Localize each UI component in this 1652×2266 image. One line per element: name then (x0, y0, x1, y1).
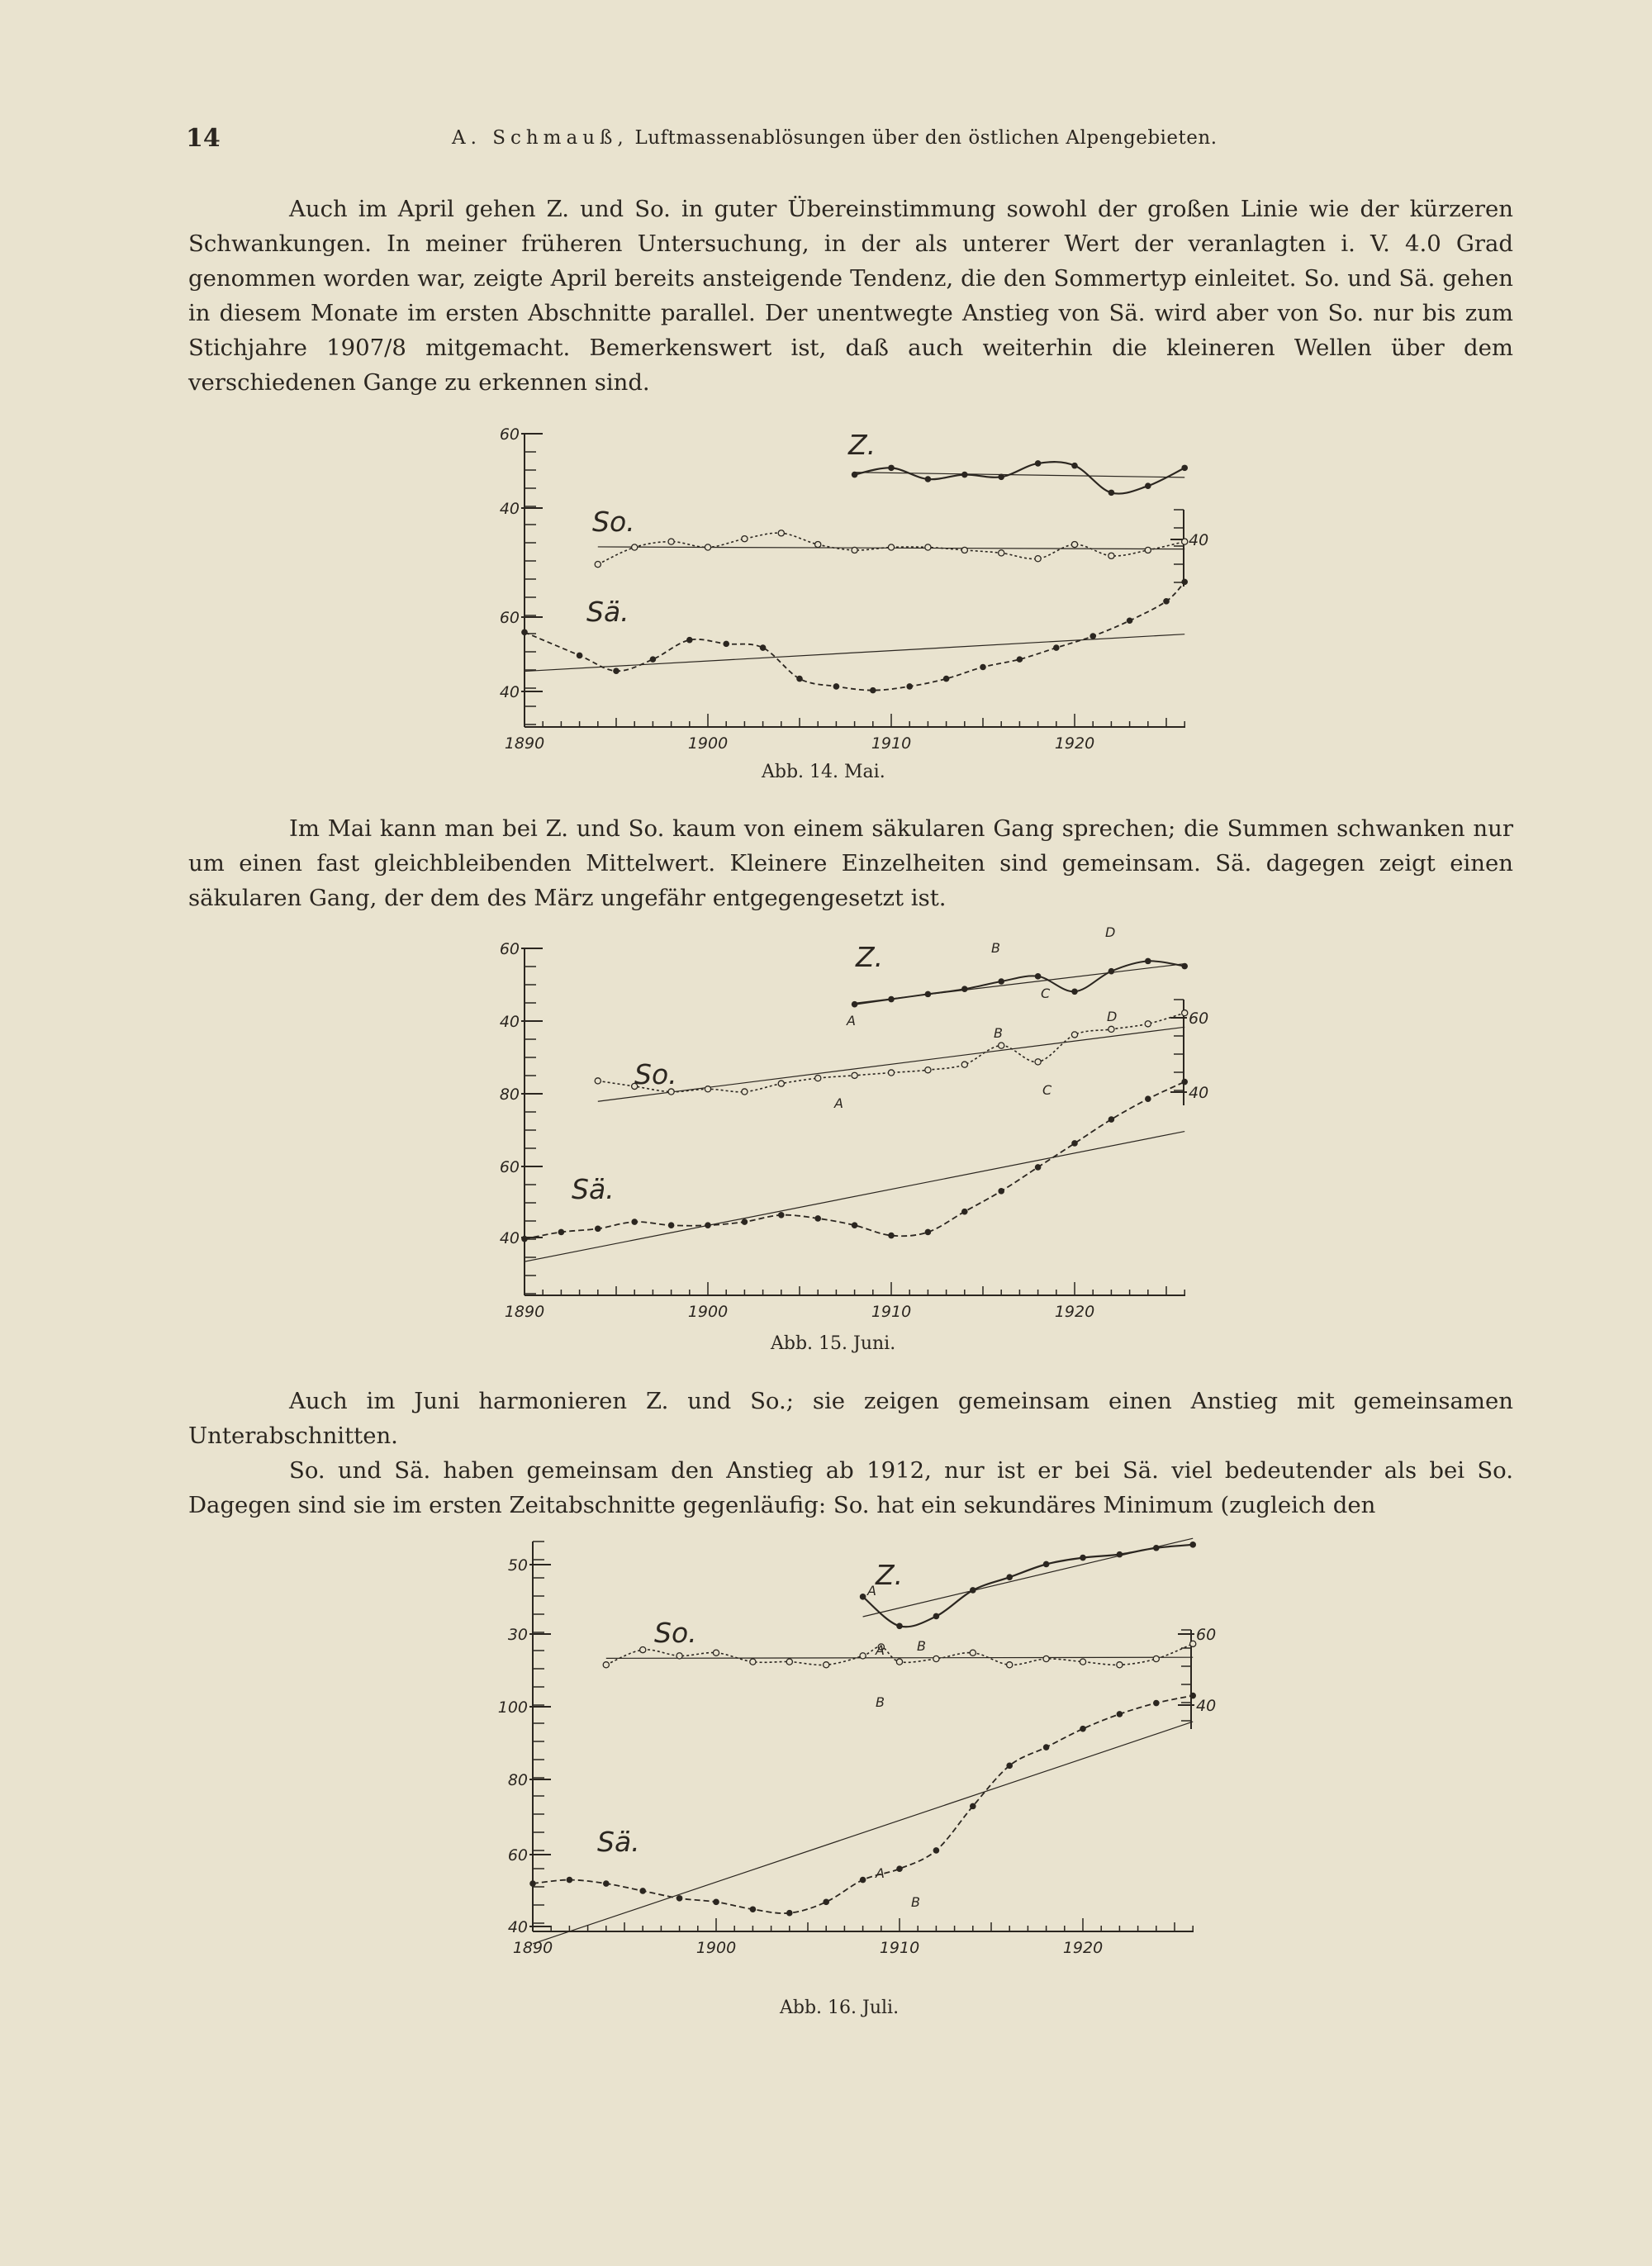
fig15-right-tick-label: 60 (1189, 1009, 1209, 1028)
fig15-series-so-point (595, 1078, 601, 1084)
fig16-series-z-label: Z. (876, 1559, 904, 1591)
fig14-series-z-point (1071, 463, 1078, 469)
author-name: A. Schmauß, (452, 127, 629, 149)
paragraph-so-sae: So. und Sä. haben gemeinsam den Anstieg ab 1912, nur ist er bei Sä. viel bedeutender als bei So. Dagegen sind sie im ersten Zeitabschnitte gegenläufig: So. hat ein sekundäres Minimum (zugleich den (188, 1457, 1513, 1518)
fig15-series-sae-point (778, 1212, 785, 1219)
fig14-series-sae-trend-line (525, 634, 1184, 672)
fig15-series-so-point (742, 1089, 748, 1095)
fig16-series-z-point (1043, 1561, 1050, 1568)
fig16-series-sae-point (970, 1803, 976, 1810)
fig14-series-z-label: Z. (848, 429, 876, 461)
fig15-point-letter-A: A (847, 1013, 856, 1028)
fig14-series-so-label: So. (592, 506, 635, 538)
fig16-series-sae-point (896, 1865, 903, 1872)
fig15-left-tick-label: 40 (499, 1013, 520, 1031)
fig15-series-z-point (998, 978, 1004, 985)
fig15-series-z-label: Z. (856, 941, 884, 973)
fig16-series-z-point (1006, 1574, 1013, 1580)
fig15-series-so-curve (598, 1013, 1184, 1092)
fig15-series-sae-point (595, 1226, 601, 1233)
fig15-series-z-point (1035, 973, 1042, 980)
fig14-series-so-point (1145, 547, 1151, 553)
fig14-series-z-curve (855, 462, 1185, 493)
fig14-series-sae-point (796, 676, 803, 682)
fig14-series-z-point (961, 472, 968, 478)
fig16-series-sae-point (603, 1880, 610, 1887)
fig15-series-z-point (925, 991, 932, 998)
fig14-series-so-point (1108, 553, 1114, 558)
fig15-series-z-point (1181, 963, 1188, 970)
fig16-series-sae-point (676, 1895, 683, 1902)
fig14-series-so-point (742, 536, 748, 542)
page-header (186, 124, 1251, 157)
article-title: Luftmassenablösungen über den östlichen Alpengebieten. (634, 127, 1218, 149)
fig16-series-sae-point (1153, 1700, 1160, 1707)
fig14-series-so-point (961, 547, 967, 553)
fig15-series-so-point (1182, 1010, 1188, 1016)
fig16-series-z-trend-line (863, 1538, 1194, 1617)
fig14-series-sae-point (870, 687, 876, 694)
fig14-series-sae-point (577, 653, 583, 659)
fig15-series-so-point (999, 1043, 1004, 1048)
fig15-series-sae-trend-line (525, 1132, 1184, 1262)
fig14-year-label-1910: 1910 (871, 734, 912, 753)
paragraph-april: Auch im April gehen Z. und So. in guter Übereinstimmung sowohl der großen Linie wie der kürzeren Schwankungen. In meiner früheren Untersuchung, in der als unterer Wert der veranlagten i. V. 4.0 Grad genommen worden war, zeigte April bereits ansteigende Tendenz, die den Sommertyp einleitet. So. und Sä. gehen in diesem Monate im ersten Abschnitte parallel. Der unentwegte Anstieg von Sä. wird aber von So. nur bis zum Stichjahre 1907/8 mitgemacht. Bemerkenswert ist, daß auch weiterhin die kleineren Wellen über dem verschiedenen Gange zu erkennen sind. (188, 196, 1513, 396)
fig16-right-tick-label: 60 (1196, 1626, 1217, 1644)
fig16-series-so-point (1043, 1656, 1049, 1661)
fig16-series-so-point (713, 1650, 719, 1656)
fig15-left-tick-label: 60 (499, 1158, 520, 1176)
fig14-year-label-1890: 1890 (504, 734, 545, 753)
fig14-series-sae-point (613, 667, 620, 674)
fig14-series-sae-point (1127, 617, 1133, 624)
fig16-series-z-curve (863, 1545, 1194, 1627)
fig15-series-so-point (961, 1062, 967, 1067)
fig14-series-sae-point (980, 664, 986, 671)
fig14-series-z-point (998, 473, 1004, 480)
fig15-series-z-point (852, 1001, 858, 1008)
fig15-year-label-1900: 1900 (687, 1303, 729, 1321)
fig16-left-tick-label: 40 (507, 1918, 528, 1936)
fig16-series-z-point (860, 1594, 866, 1600)
fig16-point-letter-B: B (917, 1638, 926, 1654)
fig15-series-sae-point (558, 1229, 565, 1236)
fig16-series-so-point (824, 1662, 829, 1668)
fig14-series-so-point (888, 544, 894, 550)
fig15-series-sae-point (668, 1222, 675, 1228)
fig15-series-z-trend-line (855, 964, 1185, 1004)
fig16-series-so-point (933, 1656, 939, 1661)
fig16-series-sae-point (1117, 1711, 1123, 1717)
fig15-series-sae-point (1108, 1116, 1115, 1123)
caption-abb-15: Abb. 15. Juni. (771, 1333, 896, 1354)
fig14-series-z-point (1035, 460, 1042, 467)
fig15-left-tick-label: 60 (499, 940, 520, 958)
fig14-series-so-point (999, 550, 1004, 556)
fig16-point-letter-A: A (876, 1865, 885, 1881)
fig16-series-so-point (896, 1659, 902, 1665)
fig15-point-letter-D: D (1107, 1009, 1118, 1024)
fig16-series-sae-point (823, 1899, 829, 1906)
fig16-left-tick-label: 60 (507, 1846, 528, 1865)
fig15-series-sae-point (1071, 1140, 1078, 1147)
fig16-left-tick-label: 30 (507, 1626, 528, 1644)
paragraph-mai: Im Mai kann man bei Z. und So. kaum von einem säkularen Gang sprechen; die Summen schwanken nur um einen fast gleichbleibenden Mittelwert. Kleinere Einzelheiten sind gemeinsam. Sä. dagegen zeigt einen säkularen Gang, der dem des März ungefähr entgegengesetzt ist. (188, 815, 1513, 911)
fig14-left-tick-label: 40 (499, 500, 520, 518)
fig14-series-z-point (925, 476, 932, 482)
fig14-series-z-point (888, 465, 895, 472)
fig15-series-so-point (815, 1076, 821, 1081)
fig14-series-sae-point (906, 683, 913, 690)
fig15-series-so-point (1035, 1059, 1041, 1065)
fig15-series-so-trend-line (598, 1027, 1184, 1101)
fig16-series-so-trend-line (606, 1657, 1193, 1658)
fig16-left-tick-label: 100 (497, 1698, 528, 1717)
fig15-point-letter-A: A (834, 1095, 843, 1111)
fig16-series-sae-point (567, 1877, 573, 1884)
fig14-series-z-point (852, 472, 858, 478)
fig15-series-z-point (1145, 958, 1151, 965)
fig16-series-so-point (1007, 1662, 1013, 1668)
fig14-series-sae-point (1053, 644, 1060, 651)
fig15-series-so-label: So. (634, 1058, 677, 1090)
fig15-series-sae-point (1181, 1079, 1188, 1085)
fig15-series-z-point (961, 986, 968, 992)
fig14-series-so-point (778, 530, 784, 536)
fig15-series-so-point (1108, 1026, 1114, 1032)
fig15-series-sae-label: Sä. (572, 1173, 615, 1205)
fig14-series-so-point (1182, 539, 1188, 544)
fig15-right-tick-label: 40 (1189, 1084, 1209, 1102)
fig16-series-sae-point (1006, 1763, 1013, 1770)
fig15-point-letter-D: D (1105, 924, 1116, 940)
caption-abb-14: Abb. 14. Mai. (762, 762, 885, 782)
fig16-series-so-point (1117, 1662, 1123, 1668)
fig16-series-z-point (970, 1587, 976, 1594)
fig15-point-letter-B: B (994, 1025, 1003, 1041)
fig15-series-z-point (1071, 989, 1078, 995)
fig14-series-so-point (668, 539, 674, 544)
fig16-year-label-1900: 1900 (695, 1939, 737, 1957)
fig16-series-sae-point (1043, 1744, 1050, 1751)
fig14-series-so-point (595, 562, 601, 568)
fig14-series-sae-point (833, 683, 840, 690)
fig16-series-so-point (786, 1659, 792, 1665)
fig15-series-so-point (778, 1081, 784, 1086)
fig15-series-sae-point (925, 1229, 932, 1236)
fig15-series-sae-point (521, 1236, 528, 1242)
fig15-point-letter-C: C (1042, 1082, 1052, 1098)
fig14-series-sae-point (760, 644, 767, 651)
fig14-year-label-1920: 1920 (1054, 734, 1095, 753)
fig14-series-so-point (632, 544, 638, 550)
fig14-series-so-point (1071, 541, 1077, 547)
fig14-series-sae-point (1017, 656, 1023, 663)
fig15-series-sae-point (1145, 1095, 1151, 1102)
fig16-series-sae-point (750, 1906, 757, 1912)
fig16-point-letter-B: B (876, 1694, 885, 1710)
fig15-series-sae-point (961, 1209, 968, 1215)
fig16-series-so-point (750, 1659, 756, 1665)
fig16-year-label-1890: 1890 (512, 1939, 553, 1957)
fig14-series-sae-point (1089, 633, 1096, 639)
fig14-series-so-point (815, 541, 821, 547)
fig15-series-sae-point (888, 1233, 895, 1239)
fig16-series-sae-point (639, 1888, 646, 1894)
fig15-year-label-1910: 1910 (871, 1303, 912, 1321)
fig15-series-so-point (1145, 1021, 1151, 1027)
fig14-year-label-1900: 1900 (687, 734, 729, 753)
fig14-left-tick-label: 60 (499, 425, 520, 444)
fig14-series-so-point (705, 544, 710, 550)
fig15-left-tick-label: 80 (499, 1085, 520, 1104)
fig16-series-sae-point (860, 1877, 866, 1884)
fig14-series-z-point (1108, 490, 1115, 496)
fig16-series-sae-point (786, 1910, 793, 1917)
fig16-left-tick-label: 80 (507, 1771, 528, 1789)
fig16-series-z-point (896, 1623, 903, 1630)
fig15-series-so-point (1071, 1032, 1077, 1038)
fig16-series-sae-point (933, 1847, 940, 1854)
paragraph-juni: Auch im Juni harmonieren Z. und So.; sie zeigen gemeinsam einen Anstieg mit gemeinsamen Unterabschnitten. (188, 1388, 1513, 1449)
fig14-series-sae-point (521, 629, 528, 636)
figure-abb-16 (479, 1527, 1231, 1973)
fig14-left-tick-label: 40 (499, 683, 520, 701)
fig15-series-sae-point (631, 1219, 638, 1225)
fig15-series-so-point (852, 1072, 857, 1078)
running-title (452, 127, 1218, 149)
fig16-series-so-label: So. (654, 1617, 697, 1649)
fig14-series-sae-point (1163, 598, 1170, 605)
fig15-series-sae-point (742, 1219, 748, 1225)
fig15-left-tick-label: 40 (499, 1229, 520, 1247)
fig14-series-sae-point (943, 676, 950, 682)
fig15-series-sae-point (705, 1222, 711, 1228)
fig16-series-sae-point (1080, 1726, 1086, 1732)
fig14-series-sae-label: Sä. (586, 596, 629, 628)
fig15-series-z-curve (855, 961, 1185, 1004)
fig15-series-so-point (888, 1070, 894, 1076)
fig16-point-letter-A: A (867, 1583, 876, 1599)
fig14-series-sae-point (723, 641, 729, 648)
fig16-series-z-point (1117, 1551, 1123, 1558)
fig15-series-sae-point (814, 1215, 821, 1222)
fig16-series-sae-label: Sä. (597, 1826, 640, 1858)
fig15-point-letter-B: B (991, 940, 1000, 956)
fig16-series-z-point (1153, 1545, 1160, 1551)
fig16-left-tick-label: 50 (507, 1556, 528, 1575)
fig16-series-z-point (933, 1613, 940, 1620)
fig14-series-so-point (925, 544, 931, 550)
fig14-series-sae-point (650, 656, 657, 663)
fig14-series-sae-point (1181, 579, 1188, 586)
fig14-series-so-point (1035, 556, 1041, 562)
page-number: 14 (186, 124, 221, 153)
fig15-year-label-1890: 1890 (504, 1303, 545, 1321)
fig14-series-z-point (1181, 465, 1188, 472)
caption-abb-16: Abb. 16. Juli. (780, 1998, 900, 2018)
fig16-point-letter-B: B (911, 1894, 920, 1910)
fig15-point-letter-C: C (1041, 986, 1051, 1001)
fig15-series-so-point (705, 1086, 710, 1092)
fig16-series-so-point (676, 1653, 682, 1659)
figure-abb-14 (479, 417, 1222, 752)
fig15-series-sae-point (998, 1188, 1004, 1195)
fig16-series-so-point (970, 1650, 976, 1656)
fig16-series-z-point (1189, 1542, 1196, 1548)
fig16-right-tick-label: 40 (1196, 1697, 1217, 1715)
fig16-series-sae-point (713, 1899, 719, 1906)
fig14-right-tick-label: 40 (1189, 531, 1209, 549)
fig16-series-so-point (860, 1653, 866, 1659)
fig16-year-label-1920: 1920 (1062, 1939, 1104, 1957)
fig14-series-sae-point (686, 637, 693, 644)
fig15-series-sae-curve (525, 1082, 1184, 1239)
fig15-series-so-point (925, 1067, 931, 1073)
fig16-point-letter-A: A (876, 1642, 885, 1658)
fig14-series-z-trend-line (855, 473, 1185, 477)
fig16-year-label-1910: 1910 (879, 1939, 920, 1957)
fig16-series-z-point (1080, 1555, 1086, 1561)
fig15-series-z-point (888, 996, 895, 1003)
figure-abb-15 (479, 924, 1222, 1321)
fig16-series-so-point (1080, 1659, 1085, 1665)
fig16-series-sae-point (529, 1880, 536, 1887)
fig15-year-label-1920: 1920 (1054, 1303, 1095, 1321)
fig16-series-so-point (1153, 1656, 1159, 1661)
fig15-series-z-point (1108, 968, 1115, 975)
fig16-series-so-point (1190, 1641, 1196, 1646)
fig16-series-sae-point (1189, 1693, 1196, 1699)
fig15-series-sae-point (1035, 1164, 1042, 1171)
fig14-left-tick-label: 60 (499, 609, 520, 627)
fig14-series-z-point (1145, 482, 1151, 489)
fig15-series-sae-point (852, 1222, 858, 1228)
fig16-series-so-point (640, 1646, 646, 1652)
fig14-series-so-point (852, 547, 857, 553)
fig16-series-so-point (603, 1662, 609, 1668)
